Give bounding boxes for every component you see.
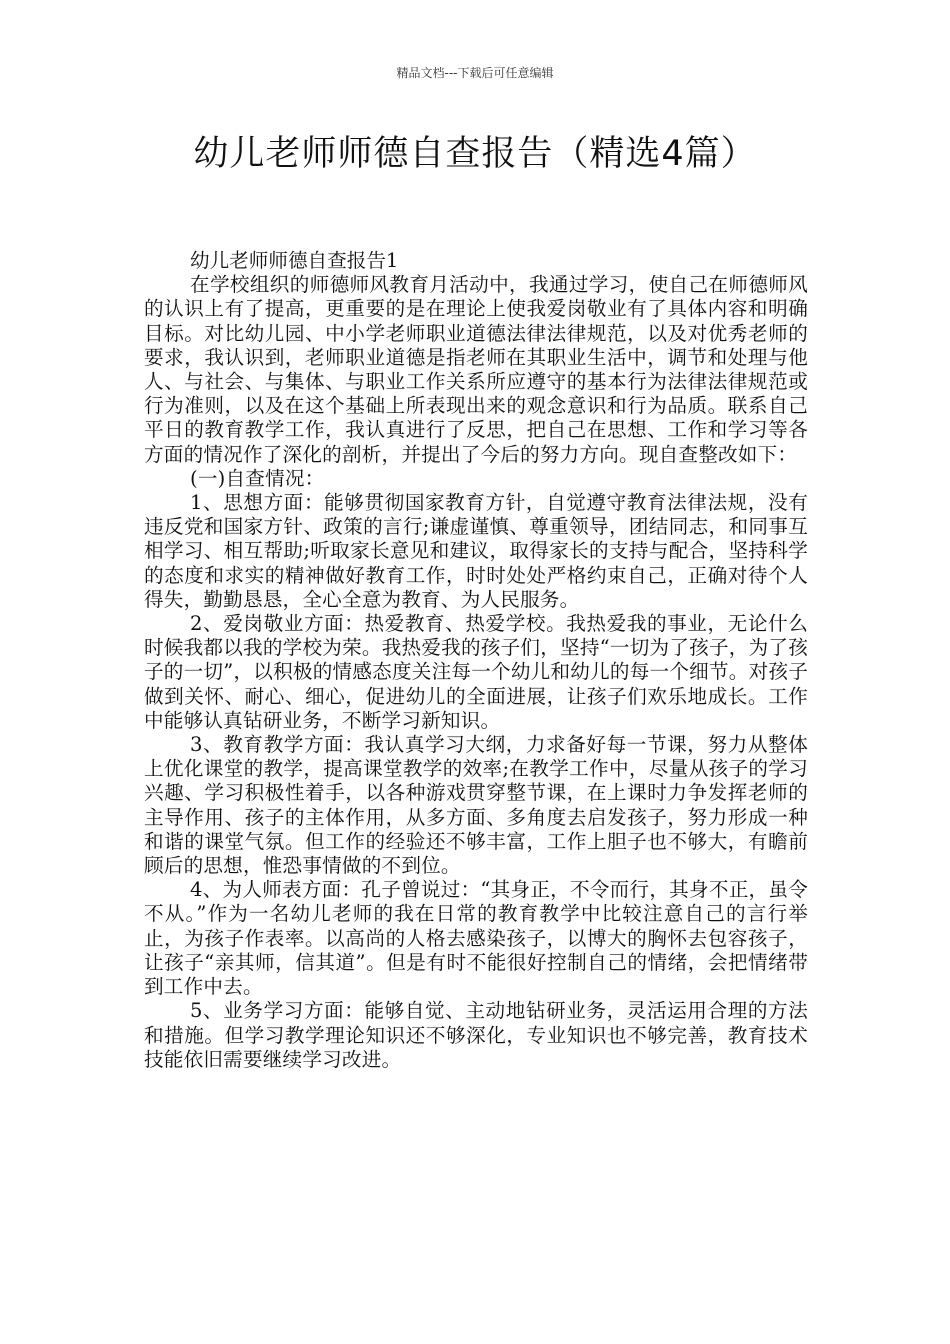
paragraph-dedication: 2、爱岗敬业方面：热爱教育、热爱学校。我热爱我的事业，无论什么时候我都以我的学校为荣。我热爱我的孩子们，坚持“一切为了孩子，为了孩子的一切”，以积极的情感态度关注每一个幼儿和幼儿的每一个细节。对孩子做到关怀、耐心、细心，促进幼儿的全面进展，让孩子们欢乐地成长。工作中能够认真钻研业务，不断学习新知识。: [144, 612, 808, 732]
page-header-note: 精品文档---下载后可任意编辑: [396, 66, 554, 80]
paragraph-teaching: 3、教育教学方面：我认真学习大纲，力求备好每一节课，努力从整体上优化课堂的教学，提高课堂教学的效率;在教学工作中，尽量从孩子的学习兴趣、学习积极性着手，以各种游戏贯穿整节课，在上课时力争发挥老师的主导作用、孩子的主体作用，从多方面、多角度去启发孩子，努力形成一种和谐的课堂气氛。但工作的经验还不够丰富，工作上胆子也不够大，有瞻前顾后的思想，惟恐事情做的不到位。: [144, 733, 808, 878]
document-body: [144, 249, 808, 1072]
paragraph-ideology: 1、思想方面：能够贯彻国家教育方针，自觉遵守教育法律法规，没有违反党和国家方针、政策的言行;谦虚谨慎、尊重领导，团结同志，和同事互相学习、相互帮助;听取家长意见和建议，取得家长的支持与配合，坚持科学的态度和求实的精神做好教育工作，时时处处严格约束自己，正确对待个人得失，勤勤恳恳，全心全意为教育、为人民服务。: [144, 491, 808, 611]
paragraph-role-model: 4、为人师表方面：孔子曾说过：“其身正，不令而行，其身不正，虽令不从。”作为一名幼儿老师的我在日常的教育教学中比较注意自己的言行举止，为孩子作表率。以高尚的人格去感染孩子，以博大的胸怀去包容孩子，让孩子“亲其师，信其道”。但是有时不能很好控制自己的情绪，会把情绪带到工作中去。: [144, 878, 808, 999]
section-title: 幼儿老师师德自查报告1: [190, 249, 399, 272]
paragraph-intro: 在学校组织的师德师风教育月活动中，我通过学习，使自己在师德师风的认识上有了提高，更重要的是在理论上使我爱岗敬业有了具体内容和明确目标。对比幼儿园、中小学老师职业道德法律法律规范，以及对优秀老师的要求，我认识到，老师职业道德是指老师在其职业生活中，调节和处理与他人、与社会、与集体、与职业工作关系所应遵守的基本行为法律法律规范或行为准则，以及在这个基础上所表现出来的观念意识和行为品质。联系自己平日的教育教学工作，我认真进行了反思，把自己在思想、工作和学习等各方面的情况作了深化的剖析，并提出了今后的努力方向。现自查整改如下：: [144, 273, 808, 466]
paragraph-study: 5、业务学习方面：能够自觉、主动地钻研业务，灵活运用合理的方法和措施。但学习教学理论知识还不够深化，专业知识也不够完善，教育技术技能依旧需要继续学习改进。: [144, 999, 808, 1071]
paragraph-self-check-heading: (一)自查情况：: [190, 466, 325, 490]
document-title: 幼儿老师师德自查报告（精选4篇）: [193, 134, 757, 174]
